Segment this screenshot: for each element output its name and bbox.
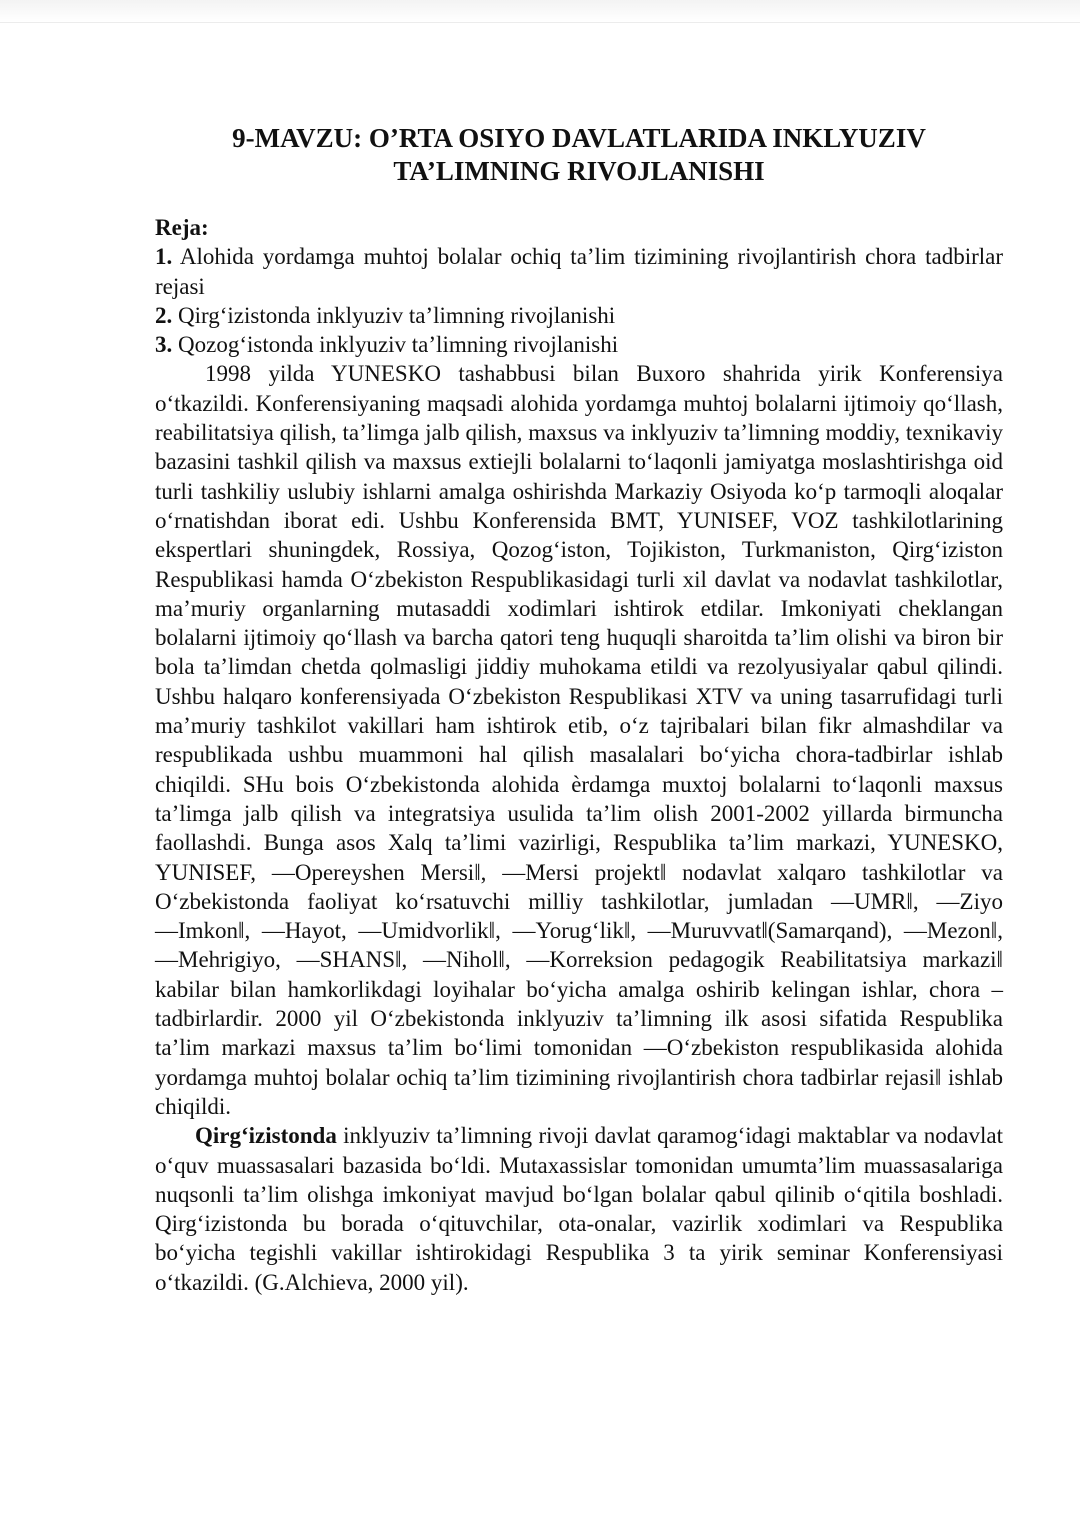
page-top-edge (0, 0, 1080, 23)
plan-list (155, 242, 1003, 359)
title-line-1: 9-MAVZU: O’RTA OSIYO DAVLATLARIDA INKLYUZIV (232, 123, 926, 153)
plan-item-text: Alohida yordamga muhtoj bolalar ochiq ta’lim tizimining rivojlantirish chora tadbirlar rejasi (155, 244, 1003, 299)
plan-item (155, 242, 1003, 301)
plan-item-number: 1. (155, 244, 173, 270)
paragraph-lead-bold: Qirg‘izistonda (195, 1123, 337, 1149)
plan-heading: Reja: (155, 215, 209, 240)
plan-item-text: Qozog‘istonda inklyuziv ta’limning rivojlanishi (172, 332, 619, 358)
plan-item (155, 330, 1003, 359)
document-page (155, 122, 1003, 1297)
plan-item-number: 3. (155, 332, 173, 358)
plan-item (155, 301, 1003, 330)
title-line-2: TA’LIMNING RIVOJLANISHI (393, 156, 765, 186)
document-title (155, 122, 1003, 188)
body-paragraph-2 (155, 1121, 1003, 1297)
plan-item-text: Qirg‘izistonda inklyuziv ta’limning rivojlanishi (172, 302, 616, 328)
body-paragraph-1: 1998 yilda YUNESKO tashabbusi bilan Buxoro shahrida yirik Konferensiya o‘tkazildi. Konferensiyaning maqsadi alohida yordamga muhtoj bolalarni ijtimoiy qo‘llash, reabilitatsiya qilish, ta’limga jalb qilish, maxsus va inklyuziv ta’limning moddiy, texnikaviy bazasini tashkil qilish va maxsus extiejli bolalarni to‘laqonli jamiyatga moslashtirishga oid turli tashkiliy uslubiy ishlarni amalga oshirishda Markaziy Osiyoda ko‘p tarmoqli aloqalar o‘rnatishdan iborat edi. Ushbu Konferensida BMT, YUNISEF, VOZ tashkilotlarining ekspertlari shuningdek, Rossiya, Qozog‘iston, Tojikiston, Turkmaniston, Qirg‘iziston Respublikasi hamda O‘zbekiston Respublikasidagi turli xil davlat va nodavlat tashkilotlar, ma’muriy organlarning mutasaddi xodimlari ishtirok etdilar. Imkoniyati cheklangan bolalarni ijtimoiy qo‘llash va barcha qatori teng huquqli sharoitda ta’lim olishi va biron bir bola ta’limdan chetda qolmasligi jiddiy muhokama etildi va rezolyusiyalar qabul qilindi. Ushbu halqaro konferensiyada O‘zbekiston Respublikasi XTV va uning tasarrufidagi turli ma’muriy tashkilot vakillari ham ishtirok etib, o‘z tajribalari bilan fikr almashdilar va respublikada ushbu muammoni hal qilish masalalari bo‘yicha chora-tadbirlar ishlab chiqildi. SHu bois O‘zbekistonda alohida èrdamga muxtoj bolalarni to‘laqonli maxsus ta’limga jalb qilish va integratsiya usulida ta’lim olish 2001-2002 yillarda birmuncha faollashdi. Bunga asos Xalq ta’limi vazirligi, Respublika ta’lim markazi, YUNESKO, YUNISEF, ―Opereyshen Mersi‖, ―Mersi projekt‖ nodavlat xalqaro tashkilotlar va O‘zbekistonda faoliyat ko‘rsatuvchi milliy tashkilotlar, jumladan ―UMR‖, ―Ziyo ―Imkon‖, ―Hayot, ―Umidvorlik‖, ―Yorug‘lik‖, ―Muruvvat‖(Samarqand), ―Mezon‖, ―Mehrigiyo, ―SHANS‖, ―Nihol‖, ―Korreksion pedagogik Reabilitatsiya markazi‖ kabilar bilan hamkorlikdagi loyihalar bo‘yicha amalga oshirib kelingan ishlar, chora – tadbirlardir. 2000 yil O‘zbekistonda inklyuziv ta’limning ilk asosi sifatida Respublika ta’lim markazi maxsus ta’lim bo‘limi tomonidan ―O‘zbekiston respublikasida alohida yordamga muhtoj bolalar ochiq ta’lim tizimining rivojlantirish chora tadbirlar rejasi‖ ishlab chiqildi. (155, 361, 1003, 1119)
plan-item-number: 2. (155, 302, 173, 328)
paragraph-text: inklyuziv ta’limning rivoji davlat qaramog‘idagi maktablar va nodavlat o‘quv muassasalari bazasida bo‘ldi. Mutaxassislar tomonidan umumta’lim muassasalariga nuqsonli ta’lim olishga imkoniyat mavjud bo‘lgan bolalar qabul qilinib o‘qitila boshladi. Qirg‘izistonda bu borada o‘qituvchilar, ota-onalar, vazirlik xodimlari va Respublika bo‘yicha tegishli vakillar ishtirokidagi Respublika 3 ta yirik seminar Konferensiyasi o‘tkazildi. (G.Alchieva, 2000 yil). (155, 1123, 1003, 1295)
